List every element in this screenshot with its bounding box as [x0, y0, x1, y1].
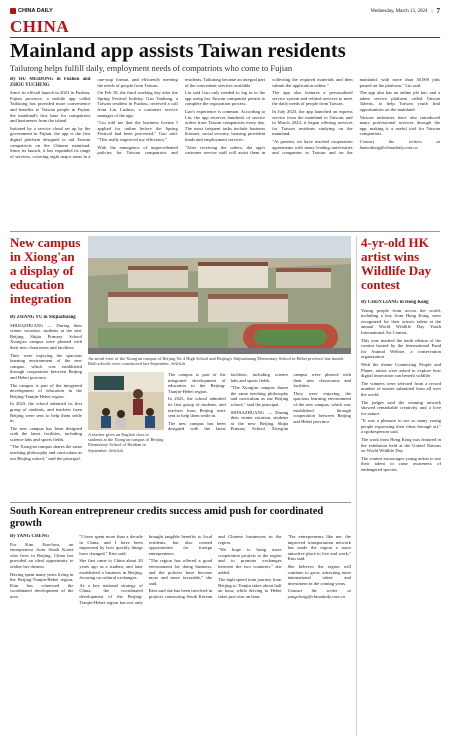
publication-logo	[10, 8, 53, 14]
side-byline: By CHEN LIANG in Hong Kong	[361, 300, 429, 305]
main-paragraph: Gao's experience is common. According to Lin, the app receives hundreds of service orders from Taiwan compatriots every day. The most frequent tasks include business licenses, social security, housing provident funds and employment services.	[184, 108, 266, 142]
side-story-body	[361, 300, 441, 740]
main-dek: Tailutong helps fulfill daily, employment needs of compatriots who come to Fujian	[10, 63, 293, 73]
side-headline: 4-yr-old HK artist wins Wildlife Day contest	[361, 235, 432, 292]
main-paragraph: "After receiving the orders, the app's customer service staff will assist them in collecting the required materials and then submit the application online."	[184, 77, 353, 156]
main-contact: Contact the writers at humeidong@chinadaily.com.cn	[359, 138, 440, 150]
left-byline: By ZHANG YU in Shijiazhuang	[10, 315, 76, 320]
aerial-photo-caption	[88, 356, 351, 367]
main-paragraph: The app also has an online job fair, and a talent service platform called Taiwan Talents, to help Taiwan youth find opportunities on the mainland.	[359, 90, 440, 112]
left-headline: New campus in Xiong'an a display of education integration	[10, 235, 81, 306]
bottom-headline: South Korean entrepreneur credits success amid push for coordinated growth	[10, 506, 324, 529]
side-paragraph: "It was a pleasure to see so many young people expressing their ideas through art," a spokesperson said.	[361, 418, 441, 435]
aerial-caption-text: An aerial view of the Xiong'an campus of Beijing No 4 High School and Beijing's Shijiazhuang Elementary School in Hebei province last month. Both schools were constructed last September.	[88, 356, 345, 367]
separator: |	[431, 8, 433, 14]
main-paragraph: With the emergence of unprecedented policies for Taiwan compatriots and residents, Tailutong became an integral part of the convenient services available.	[97, 77, 266, 156]
aerial-campus-photo	[88, 236, 351, 354]
bottom-paragraph: "We hope to bring more cooperation projects to the region and to promote exchanges between the two countries," she added.	[218, 547, 282, 575]
left-paragraph: The campus is part of the integrated development of education in the Beijing-Tianjin-Hebei region.	[10, 382, 82, 399]
middle-story-continuation	[168, 372, 351, 498]
side-paragraph: The contest encourages young artists to use their talent to raise awareness of endangered species.	[361, 455, 441, 473]
left-story-body	[10, 315, 82, 498]
left-paragraph: The new campus has been designed with the latest facilities, including science labs and sports fields.	[10, 425, 82, 442]
classroom-caption-text: A teacher gives an English class to students at the Xiong'an campus of Beijing Elementary School of Haidian in September.	[88, 432, 164, 453]
bottom-paragraph: For Kim Eun-hwa, an entrepreneur from South Korea who lives in Beijing, China has provided an ideal opportunity to realize her dreams.	[10, 541, 74, 569]
publication-name: CHINA DAILY	[18, 8, 53, 14]
bottom-paragraph: Having spent many years living in the Beijing-Tianjin-Hebei region, Kim has witnessed the coordinated development of the area.	[10, 571, 74, 599]
left-paragraph: "The Xiong'an campus shares the same teaching philosophy and curriculum as our Beijing school," said the principal.	[230, 385, 289, 407]
left-paragraph: "The Xiong'an campus shares the same teaching philosophy and curriculum as our Beijing school," said the principal.	[10, 444, 82, 461]
side-paragraph: The judges said the winning artwork showed remarkable creativity and a love for nature.	[361, 399, 441, 416]
issue-date: Wednesday, March 13, 2024	[370, 8, 428, 14]
classroom-photo-illustration	[88, 372, 164, 430]
china-daily-logo-icon	[10, 8, 16, 14]
left-paragraph: In 2023, the school admitted its first group of students, and teachers from Beijing were sent to help them settle in.	[168, 396, 226, 419]
bottom-paragraph: As a key national strategy of China, the coordinated development of the Beijing-Tianjin-Hebei region has not only brought tangible benefits to local residents, but also created opportunities for foreign entrepreneurs.	[79, 534, 213, 605]
side-paragraph: The winners were selected from a record number of entries submitted from all over the world.	[361, 380, 441, 397]
left-paragraph: The campus is part of the integrated development of education in the Beijing-Tianjin-Hebei region.	[168, 372, 226, 394]
main-paragraph: Since its official launch in 2023 in Fuzhou, Fujian province, a mobile app called Tailutong has provided more convenience and benefits to Taiwan people in Fujian, the mainland's first base for compatriots and businesses from the island.	[10, 90, 91, 124]
main-story-body	[10, 77, 440, 227]
classroom-photo	[88, 372, 164, 430]
bottom-story-body	[10, 534, 351, 738]
main-paragraph: Initiated by a service cloud set up by the government in Fujian, the app is the first digital platform designed to aid Taiwan compatriots on the Chinese mainland. Since its launch, it has expanded its range of services, covering eight major areas in a one-stop format, and efficiently meeting the needs of people from Taiwan.	[10, 77, 178, 159]
left-paragraph: The new campus has been designed with the latest facilities, including science labs and sports fields.	[168, 372, 289, 432]
main-byline: By HU MEIDONG in Fuzhou and ZHOU YUCHENG	[10, 77, 91, 88]
bottom-paragraph: She first came to China about 20 years ago as a student, and later established a business in Beijing, focusing on cultural exchanges.	[79, 558, 143, 581]
bottom-paragraph: She believes the region will continue to grow, attracting more international talent and investment in the coming years.	[287, 563, 351, 586]
classroom-photo-credit: XINHUA	[108, 448, 124, 453]
bottom-contact: Contact the writer at yangcheng@chinadaily.com.cn	[287, 588, 351, 599]
bottom-paragraph: Kim said she has been involved in projects connecting South Korean and Chinese businesses in the region.	[148, 534, 282, 599]
main-paragraph: "Liu told me that the business license I applied for online before the Spring Festival had been processed," Gao said. "This really improved my efficiency."	[97, 120, 178, 142]
left-paragraph: They were enjoying the spacious learning environment of the new campus, which was established through cooperation between Beijing and Hebei province.	[10, 352, 82, 380]
left-paragraph: SHIJIAZHUANG — During their winter vacation, students at the new Beijing Shijia Primary School Xiong'an campus were pleased with their new classrooms and facilities.	[10, 322, 82, 350]
bottom-paragraph: "The region has offered a good environment for doing business, and the policies have become more and more favorable," she said.	[148, 558, 213, 586]
left-paragraph: They were enjoying the spacious learning environment of the new campus, which was established through cooperation between Beijing and Hebei province.	[293, 390, 351, 424]
main-paragraph: On Feb 18, the third working day after the Spring Festival holiday, Gao Tanhong, a Taiwan resident in Fuzhou, received a call from Liu Lushuo, a customer service manager of the app.	[97, 90, 178, 118]
left-paragraph: In 2023, the school admitted its first group of students, and teachers from Beijing were sent to help them settle in.	[10, 401, 82, 424]
bottom-divider	[10, 502, 351, 503]
main-paragraph: In July 2023, the app launched an express service from the mainland to Taiwan, and in March 2024, it began offering services for Taiwan residents studying on the mainland.	[272, 108, 353, 137]
main-paragraph: Various industries have also introduced many professional services through the app, making it a useful tool for Taiwan compatriots.	[359, 114, 440, 137]
side-paragraph: The work from Hong Kong was featured in the exhibition held at the United Nations on World Wildlife Day.	[361, 437, 441, 454]
column-divider	[356, 236, 357, 736]
side-paragraph: Young people from across the world, including a boy from Hong Kong, were recognized for their artistic talent at the annual World Wildlife Day Youth International Art Contest.	[361, 307, 441, 335]
main-paragraph: "At present, we have reached cooperation agreements with many leading universities and companies in Taiwan and on the mainland, with more than 30,000 jobs posted on the platform," Lin said.	[272, 77, 440, 156]
side-paragraph: This year marked the tenth edition of the contest hosted by the International Fund for Animal Welfare, a conservation organization.	[361, 337, 441, 360]
classroom-caption	[88, 432, 164, 454]
date-area	[371, 7, 440, 15]
section-title: CHINA	[10, 17, 70, 36]
main-headline: Mainland app assists Taiwan residents	[10, 40, 346, 62]
aerial-photo-credit: XINHUA	[170, 362, 186, 367]
main-paragraph: The app also features a personalized service system and refined services to meet the daily needs of people from Taiwan.	[272, 90, 353, 107]
section-rule	[10, 37, 440, 38]
aerial-photo-illustration	[88, 236, 351, 354]
main-paragraph: Liu said Gao only needed to log in to the app using her Taiwan compatriot permit to complete the registration process.	[184, 90, 266, 107]
bottom-paragraph: "I have spent more than a decade in China, and I have been impressed by how quickly things have changed," Kim said.	[79, 534, 143, 556]
bottom-paragraph: "For entrepreneurs like me, the improved transportation network has made the region a more attractive place to live and work," Kim said.	[287, 534, 351, 562]
bottom-byline: By YANG CHENG	[10, 534, 50, 539]
left-paragraph: SHIJIAZHUANG — During their winter vacation, students at the new Beijing Shijia Primary School Xiong'an campus were pleased with their new classrooms and facilities.	[230, 372, 351, 432]
page-number: 7	[436, 7, 440, 15]
bottom-paragraph: The high-speed train journey from Beijing to Tianjin takes about half an hour, while driving to Hebei takes just over an hour.	[218, 577, 282, 599]
section-divider	[10, 231, 440, 232]
side-paragraph: With the theme Connecting People and Planet, artists were asked to explore how digital innovation can benefit wildlife.	[361, 361, 441, 379]
masthead	[10, 6, 440, 16]
